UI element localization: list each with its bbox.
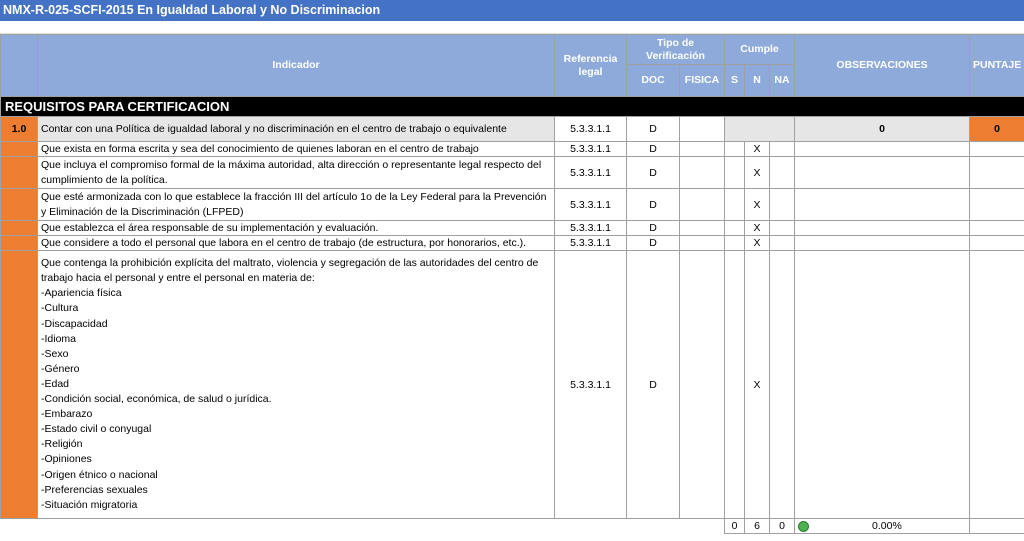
list-item: -Discapacidad	[41, 317, 108, 330]
list-item: -Condición social, económica, de salud o jurídica.	[41, 393, 272, 406]
row-ref[interactable]: 5.3.3.1.1	[555, 236, 627, 251]
row-indicator-long[interactable]	[38, 251, 555, 519]
row-s[interactable]	[725, 189, 745, 221]
list-item: -Apariencia física	[41, 287, 122, 300]
row-fisica[interactable]	[680, 251, 725, 519]
row-n[interactable]: X	[745, 142, 770, 157]
list-item: -Origen étnico o nacional	[41, 468, 158, 481]
row-s[interactable]	[725, 221, 745, 236]
row-n[interactable]: X	[745, 221, 770, 236]
total-n[interactable]: 6	[745, 519, 770, 534]
totals-blank	[1, 519, 38, 534]
row-s[interactable]	[725, 236, 745, 251]
row-observaciones[interactable]	[795, 221, 970, 236]
totals-puntaje[interactable]	[970, 519, 1024, 534]
header-indicador: Indicador	[38, 35, 555, 97]
header-n: N	[745, 65, 770, 97]
row-puntaje[interactable]	[970, 251, 1024, 519]
header-s: S	[725, 65, 745, 97]
row-ref[interactable]: 5.3.3.1.1	[555, 157, 627, 189]
header-observaciones: OBSERVACIONES	[795, 35, 970, 97]
header-referencia: Referencia legal	[555, 35, 627, 97]
row-marker	[1, 236, 38, 251]
row-doc[interactable]: D	[627, 142, 680, 157]
row-doc[interactable]: D	[627, 236, 680, 251]
row-fisica[interactable]	[680, 189, 725, 221]
totals-blank	[38, 519, 555, 534]
main-row-number[interactable]: 1.0	[1, 117, 38, 142]
row-puntaje[interactable]	[970, 221, 1024, 236]
main-row-doc[interactable]: D	[627, 117, 680, 142]
row-na[interactable]	[770, 142, 795, 157]
row-fisica[interactable]	[680, 221, 725, 236]
main-row-fisica[interactable]	[680, 117, 725, 142]
row-n[interactable]: X	[745, 189, 770, 221]
row-ref[interactable]: 5.3.3.1.1	[555, 189, 627, 221]
list-item: -Idioma	[41, 332, 77, 345]
row-na[interactable]	[770, 236, 795, 251]
row-ref[interactable]: 5.3.3.1.1	[555, 142, 627, 157]
row-puntaje[interactable]	[970, 236, 1024, 251]
list-item: -Sexo	[41, 347, 69, 360]
main-row-cumple[interactable]	[725, 117, 795, 142]
main-row-ref[interactable]: 5.3.3.1.1	[555, 117, 627, 142]
header-puntaje: PUNTAJE	[970, 35, 1024, 97]
row-doc[interactable]: D	[627, 189, 680, 221]
row-s[interactable]	[725, 142, 745, 157]
list-item: -Situación migratoria	[41, 498, 138, 511]
header-tipo-verificacion: Tipo de Verificación	[627, 35, 725, 65]
list-item: -Preferencias sexuales	[41, 483, 148, 496]
row-na[interactable]	[770, 221, 795, 236]
main-row-indicator[interactable]: Contar con una Política de igualdad laboral y no discriminación en el centro de trabajo o equivalente	[38, 117, 555, 142]
list-item: -Embarazo	[41, 408, 93, 421]
list-item: -Género	[41, 362, 80, 375]
totals-blank	[680, 519, 725, 534]
list-item: -Estado civil o conyugal	[41, 423, 152, 436]
checklist-table	[0, 34, 1024, 534]
sheet-title: NMX-R-025-SCFI-2015 En Igualdad Laboral y No Discriminacion	[0, 0, 1024, 21]
row-indicator[interactable]: Que exista en forma escrita y sea del conocimiento de quienes laboran en el centro de trabajo	[38, 142, 555, 157]
row-indicator[interactable]: Que incluya el compromiso formal de la máxima autoridad, alta dirección o representante legal respecto del cumplimiento de la política.	[38, 157, 555, 189]
row-marker	[1, 221, 38, 236]
row-ref[interactable]: 5.3.3.1.1	[555, 221, 627, 236]
header-na: NA	[770, 65, 795, 97]
row-na[interactable]	[770, 189, 795, 221]
list-item: -Cultura	[41, 302, 79, 315]
row-marker	[1, 142, 38, 157]
row-na[interactable]	[770, 251, 795, 519]
row-fisica[interactable]	[680, 157, 725, 189]
main-row-puntaje[interactable]: 0	[970, 117, 1024, 142]
section-title: REQUISITOS PARA CERTIFICACION	[1, 97, 1024, 117]
row-marker	[1, 157, 38, 189]
row-marker	[1, 189, 38, 221]
row-observaciones[interactable]	[795, 189, 970, 221]
header-cumple: Cumple	[725, 35, 795, 65]
totals-blank	[555, 519, 627, 534]
total-percent: 0.00%	[872, 520, 902, 532]
row-doc[interactable]: D	[627, 157, 680, 189]
row-observaciones[interactable]	[795, 236, 970, 251]
main-row-score[interactable]: 0	[795, 117, 970, 142]
row-indicator[interactable]: Que establezca el área responsable de su implementación y evaluación.	[38, 221, 555, 236]
header-blank	[1, 35, 38, 97]
list-item: -Edad	[41, 377, 70, 390]
row-na[interactable]	[770, 157, 795, 189]
total-percent-cell[interactable]	[795, 519, 970, 534]
row-indicator[interactable]: Que esté armonizada con lo que establece la fracción III del artículo 1o de la Ley Federal para la Prevención y Eliminación de la Discriminación (LFPED)	[38, 189, 555, 221]
row-fisica[interactable]	[680, 142, 725, 157]
row-doc[interactable]: D	[627, 251, 680, 519]
status-dot-icon	[798, 521, 809, 532]
long-row-intro: Que contenga la prohibición explícita del maltrato, violencia y segregación de las autoridades del centro de trabajo hacia el personal y entre el personal en materia de:	[41, 257, 539, 285]
row-ref[interactable]: 5.3.3.1.1	[555, 251, 627, 519]
spacer-row	[0, 21, 1024, 34]
header-fisica: FISICA	[680, 65, 725, 97]
row-s[interactable]	[725, 157, 745, 189]
row-observaciones[interactable]	[795, 157, 970, 189]
row-fisica[interactable]	[680, 236, 725, 251]
row-puntaje[interactable]	[970, 189, 1024, 221]
row-marker	[1, 251, 38, 519]
list-item: -Opiniones	[41, 453, 92, 466]
row-observaciones[interactable]	[795, 251, 970, 519]
row-observaciones[interactable]	[795, 142, 970, 157]
row-puntaje[interactable]	[970, 142, 1024, 157]
row-n[interactable]: X	[745, 236, 770, 251]
row-doc[interactable]: D	[627, 221, 680, 236]
header-doc: DOC	[627, 65, 680, 97]
row-n[interactable]: X	[745, 157, 770, 189]
total-na[interactable]: 0	[770, 519, 795, 534]
row-puntaje[interactable]	[970, 157, 1024, 189]
row-indicator[interactable]: Que considere a todo el personal que labora en el centro de trabajo (de estructura, por honorarios, etc.).	[38, 236, 555, 251]
total-s[interactable]: 0	[725, 519, 745, 534]
row-s[interactable]	[725, 251, 745, 519]
row-n[interactable]: X	[745, 251, 770, 519]
totals-blank	[627, 519, 680, 534]
list-item: -Religión	[41, 438, 83, 451]
